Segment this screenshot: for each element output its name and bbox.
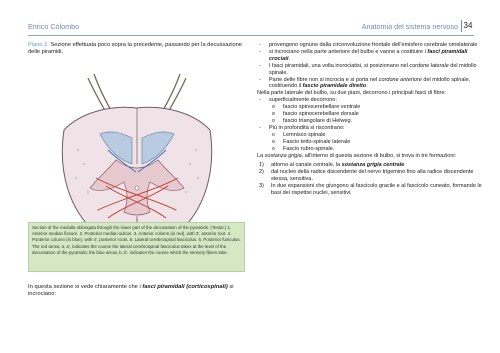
header-title: Anatomia del sistema nervoso — [361, 22, 458, 31]
plate-caption — [28, 42, 246, 57]
numbered-item — [257, 162, 482, 169]
bullet-text: provengono ognuno dalla circonvoluzione frontale dell'emisfero cerebrale omolaterale — [269, 42, 478, 48]
item-bold: sostanza grigia centrale — [341, 162, 405, 169]
sub-item: o fascio triangolare di Helweg. — [257, 118, 482, 125]
bottom-text-post: si incrociano: — [28, 284, 234, 298]
central-canal — [135, 186, 139, 190]
sub-item: o fascio spinocerebellare ventrale — [257, 104, 482, 111]
item-number: 1) — [259, 162, 264, 169]
bullet-text: del midollo spinale. — [269, 62, 477, 76]
bullet-italic: cordone laterale — [409, 62, 449, 69]
item-text: dal nucleo della radice discendente del nervo trigemino fino alla radice discendente stessa, sensitiva. — [271, 169, 474, 183]
sub-item: o Lemnisco spinale — [257, 132, 482, 139]
bullet-italic: cordone anteriore — [378, 76, 422, 83]
right-column — [257, 42, 482, 197]
bullet-bold: fasci piramidali crociati — [269, 48, 468, 62]
sub-item: o Fascio tetto-spinale laterale — [257, 139, 482, 146]
bullet-item — [257, 63, 482, 77]
numbered-item — [257, 169, 482, 183]
item-text: In due espansioni che giungono al fascicolo gracile e al fascicolo cuneato, formando le basi dei rispettivi nuclei, sensitivi. — [271, 183, 482, 197]
para-text: , all'interno di questa sezione di bulbo, si trova in tre formazioni: — [301, 152, 457, 159]
page-header — [28, 20, 474, 34]
bullet-text: del midollo spinale, costituendo il — [269, 76, 471, 90]
bullet-bold: fascio piramidale diretto — [302, 83, 367, 90]
item-text: attorno al canale centrale, la — [271, 162, 342, 169]
para-italic: sostanza grigia — [264, 152, 302, 159]
bullet-item — [257, 77, 482, 91]
figure-legend: Section of the medulla oblongata through the lower part of the decussation of the pyramids. (Testut.) 1. Anterior median fissure. 2. Posterior median sulcus. 3. Anterior column (in red), with 3', anterior root. 4. Posterior column (in blue), with 4', posterior roots. 5. Lateral cerebrospinal fasciculus. 6. Posterior funiculus. The red arrow, a, a', indicates the course the lateral cerebrospinal fasciculus takes at the level of the decussation of the pyramids; the blue arrow, b, b', indicates the course which the sensory fibers take. — [28, 222, 245, 272]
item-number: 2) — [259, 169, 264, 176]
bottom-paragraph — [28, 284, 246, 299]
bullet-text: . — [366, 83, 368, 90]
page-number: 34 — [461, 20, 474, 32]
sub-item: o fascio spinocerebellare dorsale — [257, 111, 482, 118]
bottom-text-bold: fasci piramidali (corticospinali) — [142, 284, 228, 290]
bullet-item — [257, 49, 482, 63]
paragraph-grigia — [257, 153, 482, 160]
sub-item: o Fascio rubro-spinale. — [257, 146, 482, 153]
paragraph-fasci: Nella parte laterale del bulbo, su due piani, decorrono i principali fasci di fibre: — [257, 90, 446, 97]
bullet-text: Parte delle fibre non si incrocia e si porta nel — [269, 76, 379, 83]
para-text: La — [257, 152, 265, 159]
plate-label: Piano 2. — [28, 42, 49, 48]
bullet-text: I fasci piramidali, una volta incrociatisi, si posizionano nel — [269, 62, 410, 69]
group-label: - Più in profondità si riscontrano: — [257, 125, 482, 132]
bullet-text: . — [288, 55, 291, 62]
header-author: Enrico Colombo — [28, 22, 80, 31]
bullet-item — [257, 42, 482, 49]
header-rule — [28, 35, 474, 36]
group-label: - superficialmente decorrono: — [257, 97, 482, 104]
numbered-item — [257, 183, 482, 197]
plate-caption-text: Sezione effettuata poco sopra la precedente, passando per la decussazione delle piramidi. — [28, 42, 242, 56]
bottom-text-pre: In questa sezione si vede chiaramente che i — [28, 284, 143, 290]
bullet-text: si incrociano nella parte anteriore del bulbo e vanno a costituire i — [269, 48, 428, 55]
item-number: 3) — [259, 183, 264, 190]
